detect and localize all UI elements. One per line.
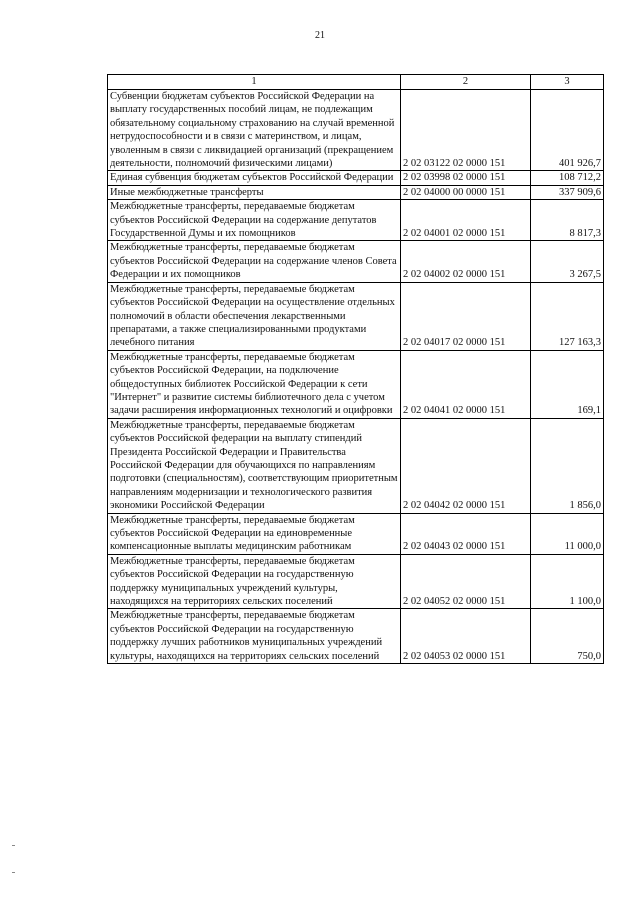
row-name: Межбюджетные трансферты, передаваемые бюджетам субъектов Российской Федерации, на подключение общедоступных библиотек Российской Федерации к сети "Интернет" и развитие системы библиотечного дела с учетом задачи расширения информационных технологий и оцифровки (108, 350, 401, 418)
column-header-2: 2 (401, 75, 531, 90)
table-row (108, 513, 604, 554)
table-row (108, 418, 604, 513)
row-amount: 169,1 (531, 350, 604, 418)
row-code: 2 02 03122 02 0000 151 (401, 90, 531, 171)
table-row (108, 554, 604, 609)
row-amount: 108 712,2 (531, 171, 604, 185)
row-name: Субвенции бюджетам субъектов Российской Федерации на выплату государственных пособий лицам, не подлежащим обязательному социальному страхованию на случай временной нетрудоспособности и в связи с материнством, и лицам, уволенным в связи с ликвидацией организаций (прекращением деятельности, полномочий физическими лицами) (108, 90, 401, 171)
row-code: 2 02 04052 02 0000 151 (401, 554, 531, 609)
row-name: Межбюджетные трансферты, передаваемые бюджетам субъектов Российской Федерации на государственную поддержку лучших работников муниципальных учреждений культуры, находящихся на территориях сельских поселений (108, 609, 401, 664)
table-row (108, 282, 604, 350)
row-amount: 3 267,5 (531, 241, 604, 282)
table-row (108, 171, 604, 185)
row-amount: 401 926,7 (531, 90, 604, 171)
row-name: Межбюджетные трансферты, передаваемые бюджетам субъектов Российской Федерации на единовременные компенсационные выплаты медицинским работникам (108, 513, 401, 554)
row-code: 2 02 04017 02 0000 151 (401, 282, 531, 350)
row-name: Межбюджетные трансферты, передаваемые бюджетам субъектов Российской Федерации на содержание членов Совета Федерации и их помощников (108, 241, 401, 282)
budget-table (107, 74, 604, 664)
row-amount: 11 000,0 (531, 513, 604, 554)
row-amount: 8 817,3 (531, 200, 604, 241)
row-name: Межбюджетные трансферты, передаваемые бюджетам субъектов Российской Федерации на осуществление отдельных полномочий в области обеспечения лекарственными препаратами, а также специализированными продуктами лечебного питания (108, 282, 401, 350)
row-code: 2 02 04000 00 0000 151 (401, 185, 531, 199)
table-header-row (108, 75, 604, 90)
row-code: 2 02 04043 02 0000 151 (401, 513, 531, 554)
row-code: 2 02 03998 02 0000 151 (401, 171, 531, 185)
page-number: 21 (315, 30, 325, 41)
column-header-1: 1 (108, 75, 401, 90)
table-row (108, 350, 604, 418)
row-amount: 127 163,3 (531, 282, 604, 350)
row-name: Межбюджетные трансферты, передаваемые бюджетам субъектов Российской Федерации на государственную поддержку муниципальных учреждений культуры, находящихся на территориях сельских поселений (108, 554, 401, 609)
table-row (108, 241, 604, 282)
table-row (108, 90, 604, 171)
row-code: 2 02 04053 02 0000 151 (401, 609, 531, 664)
scan-margin-mark (12, 872, 15, 873)
table-row (108, 609, 604, 664)
row-code: 2 02 04001 02 0000 151 (401, 200, 531, 241)
row-name: Межбюджетные трансферты, передаваемые бюджетам субъектов Российской Федерации на содержание депутатов Государственной Думы и их помощников (108, 200, 401, 241)
scan-margin-mark (12, 845, 15, 846)
column-header-3: 3 (531, 75, 604, 90)
row-amount: 337 909,6 (531, 185, 604, 199)
row-code: 2 02 04002 02 0000 151 (401, 241, 531, 282)
row-name: Единая субвенция бюджетам субъектов Российской Федерации (108, 171, 401, 185)
row-code: 2 02 04042 02 0000 151 (401, 418, 531, 513)
row-amount: 750,0 (531, 609, 604, 664)
row-name: Иные межбюджетные трансферты (108, 185, 401, 199)
row-amount: 1 100,0 (531, 554, 604, 609)
table-row (108, 185, 604, 199)
row-name: Межбюджетные трансферты, передаваемые бюджетам субъектов Российской федерации на выплату стипендий Президента Российской Федерации и Правительства Российской Федерации для обучающихся по направлениям подготовки (специальностям), соответствующим приоритетным направлениям модернизации и технологического развития экономики Российской Федерации (108, 418, 401, 513)
table-row (108, 200, 604, 241)
row-amount: 1 856,0 (531, 418, 604, 513)
row-code: 2 02 04041 02 0000 151 (401, 350, 531, 418)
